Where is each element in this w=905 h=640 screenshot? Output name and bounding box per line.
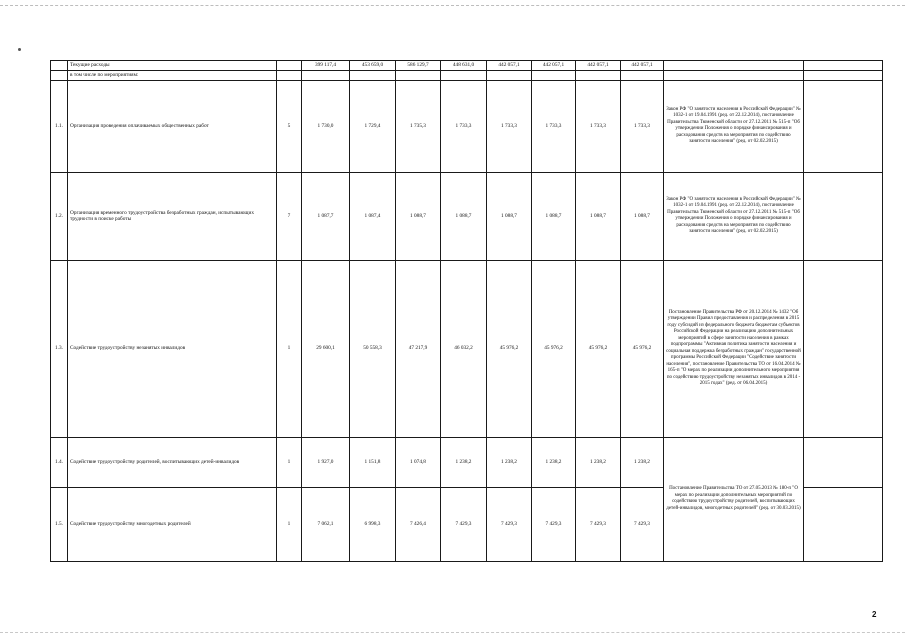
value-cell xyxy=(396,71,441,81)
value-cell: 399 117,4 xyxy=(302,61,350,71)
value-cell: 1 729,4 xyxy=(350,80,396,172)
value-cell: 50 558,3 xyxy=(350,260,396,437)
value-cell: 1 088,7 xyxy=(532,172,576,260)
value-cell: 45 976,2 xyxy=(532,260,576,437)
value-cell: 442 057,1 xyxy=(576,61,621,71)
page-number: 2 xyxy=(872,610,877,619)
row-name: Содействие трудоустройству незанятых инвалидов xyxy=(68,260,277,437)
law-reference: Постановление Правительства РФ от 20.12.2014 № 1432 "Об утверждении Правил предоставления и распределения в 2015 году субсидий из федерального бюджета бюджетам субъектов Российской Федерации на реализацию дополнительных мероприятий в сфере занятости населения в рамках подпрограммы "Активная политика занятости населения и социальная поддержка безработных граждан" государственной программы Российской Федерации "Содействие занятости населения", постановление Правительства ТО от 16.04.2014 № 165-п "О мерах по реализации дополнительного мероприятия по содействию трудоустройству незанятых инвалидов в 2014 - 2015 годах" (ред. от 06.04.2015) xyxy=(664,260,804,437)
table-row xyxy=(51,260,883,437)
value-cell xyxy=(350,71,396,81)
row-name: Текущие расходы xyxy=(68,61,277,71)
row-name: Организация временного трудоустройства безработных граждан, испытывающих трудности в поиске работы xyxy=(68,172,277,260)
value-cell: 1 927,0 xyxy=(302,437,350,487)
value-cell: 1 733,3 xyxy=(532,80,576,172)
value-cell: 45 976,2 xyxy=(621,260,664,437)
row-index: 1.3. xyxy=(51,260,68,437)
value-cell: 7 429,3 xyxy=(487,487,532,561)
value-cell: 442 057,1 xyxy=(487,61,532,71)
value-cell: 1 730,0 xyxy=(302,80,350,172)
value-cell: 1 238,2 xyxy=(487,437,532,487)
index-cell xyxy=(51,61,68,71)
value-cell: 45 976,2 xyxy=(487,260,532,437)
table-row xyxy=(51,172,883,260)
value-cell: 7 429,3 xyxy=(621,487,664,561)
value-cell: 29 600,1 xyxy=(302,260,350,437)
row-code: 1 xyxy=(277,437,302,487)
law-reference: Закон РФ "О занятости населения в Российской Федерации" № 1032-1 от 19.04.1991 (ред. от 22.12.2014), постановление Правительства Тюменской области от 27.12.2011 № 515-п "Об утверждении Положения о порядке финансирования и расходования средств на мероприятия по содействию занятости населения" (ред. от 02.02.2015) xyxy=(664,172,804,260)
value-cell: 448 631,0 xyxy=(441,61,487,71)
code-cell xyxy=(277,71,302,81)
law-reference: Закон РФ "О занятости населения в Российской Федерации" № 1032-1 от 19.04.1991 (ред. от 22.12.2014), постановление Правительства Тюменской области от 27.12.2011 № 515-п "Об утверждении Положения о порядке финансирования и расходования средств на мероприятия по содействию занятости населения" (ред. от 02.02.2015) xyxy=(664,80,804,172)
row-code: 7 xyxy=(277,172,302,260)
value-cell xyxy=(302,71,350,81)
value-cell: 1 238,2 xyxy=(621,437,664,487)
note-cell xyxy=(804,61,883,71)
value-cell: 1 733,3 xyxy=(621,80,664,172)
value-cell: 1 088,7 xyxy=(487,172,532,260)
scan-top-edge xyxy=(0,0,905,6)
note-cell xyxy=(804,437,883,487)
value-cell: 1 087,4 xyxy=(350,172,396,260)
value-cell xyxy=(532,71,576,81)
value-cell xyxy=(621,71,664,81)
value-cell: 1 088,7 xyxy=(441,172,487,260)
value-cell xyxy=(487,71,532,81)
value-cell: 1 088,7 xyxy=(621,172,664,260)
value-cell: 1 088,7 xyxy=(576,172,621,260)
row-name: Организация проведения оплачиваемых общественных работ xyxy=(68,80,277,172)
value-cell: 1 735,3 xyxy=(396,80,441,172)
code-cell xyxy=(277,61,302,71)
value-cell: 7 429,3 xyxy=(532,487,576,561)
note-cell xyxy=(804,71,883,81)
value-cell: 1 238,2 xyxy=(576,437,621,487)
value-cell: 1 087,7 xyxy=(302,172,350,260)
row-index: 1.4. xyxy=(51,437,68,487)
value-cell xyxy=(576,71,621,81)
table-row xyxy=(51,80,883,172)
row-name: Содействие трудоустройству многодетных родителей xyxy=(68,487,277,561)
current-expenses-row xyxy=(51,61,883,71)
value-cell: 1 151,8 xyxy=(350,437,396,487)
value-cell: 46 032,2 xyxy=(441,260,487,437)
table-row xyxy=(51,437,883,487)
expenses-table xyxy=(50,60,883,562)
value-cell: 1 238,2 xyxy=(441,437,487,487)
note-cell xyxy=(804,260,883,437)
value-cell: 6 998,3 xyxy=(350,487,396,561)
row-code: 5 xyxy=(277,80,302,172)
row-code: 1 xyxy=(277,487,302,561)
law-reference: Постановление Правительства ТО от 27.05.2013 № 180-п "О мерах по реализации дополнительных мероприятий по содействию трудоустройству родителей, воспитывающих детей-инвалидов, многодетных родителей" (ред. от 30.03.2015) xyxy=(664,437,804,561)
value-cell: 1 074,8 xyxy=(396,437,441,487)
value-cell: 45 976,2 xyxy=(576,260,621,437)
value-cell: 1 238,2 xyxy=(532,437,576,487)
value-cell: 7 062,1 xyxy=(302,487,350,561)
subheader-row xyxy=(51,71,883,81)
row-index: 1.5. xyxy=(51,487,68,561)
note-cell xyxy=(804,172,883,260)
scan-speck xyxy=(18,48,21,51)
value-cell: 1 733,3 xyxy=(441,80,487,172)
value-cell: 442 057,1 xyxy=(532,61,576,71)
note-cell xyxy=(804,80,883,172)
value-cell: 442 057,1 xyxy=(621,61,664,71)
value-cell: 1 088,7 xyxy=(396,172,441,260)
index-cell xyxy=(51,71,68,81)
row-code: 1 xyxy=(277,260,302,437)
value-cell: 1 733,3 xyxy=(576,80,621,172)
value-cell: 7 429,3 xyxy=(576,487,621,561)
value-cell: 7 426,4 xyxy=(396,487,441,561)
law-cell xyxy=(664,71,804,81)
row-index: 1.2. xyxy=(51,172,68,260)
row-index: 1.1. xyxy=(51,80,68,172)
value-cell: 7 429,3 xyxy=(441,487,487,561)
row-name: Содействие трудоустройству родителей, воспитывающих детей-инвалидов xyxy=(68,437,277,487)
subheader-label: в том числе по мероприятиям: xyxy=(68,71,277,81)
value-cell: 47 217,9 xyxy=(396,260,441,437)
value-cell xyxy=(441,71,487,81)
note-cell xyxy=(804,487,883,561)
value-cell: 453 659,0 xyxy=(350,61,396,71)
law-cell xyxy=(664,61,804,71)
value-cell: 586 129,7 xyxy=(396,61,441,71)
scan-bottom-edge xyxy=(0,632,905,633)
value-cell: 1 733,3 xyxy=(487,80,532,172)
